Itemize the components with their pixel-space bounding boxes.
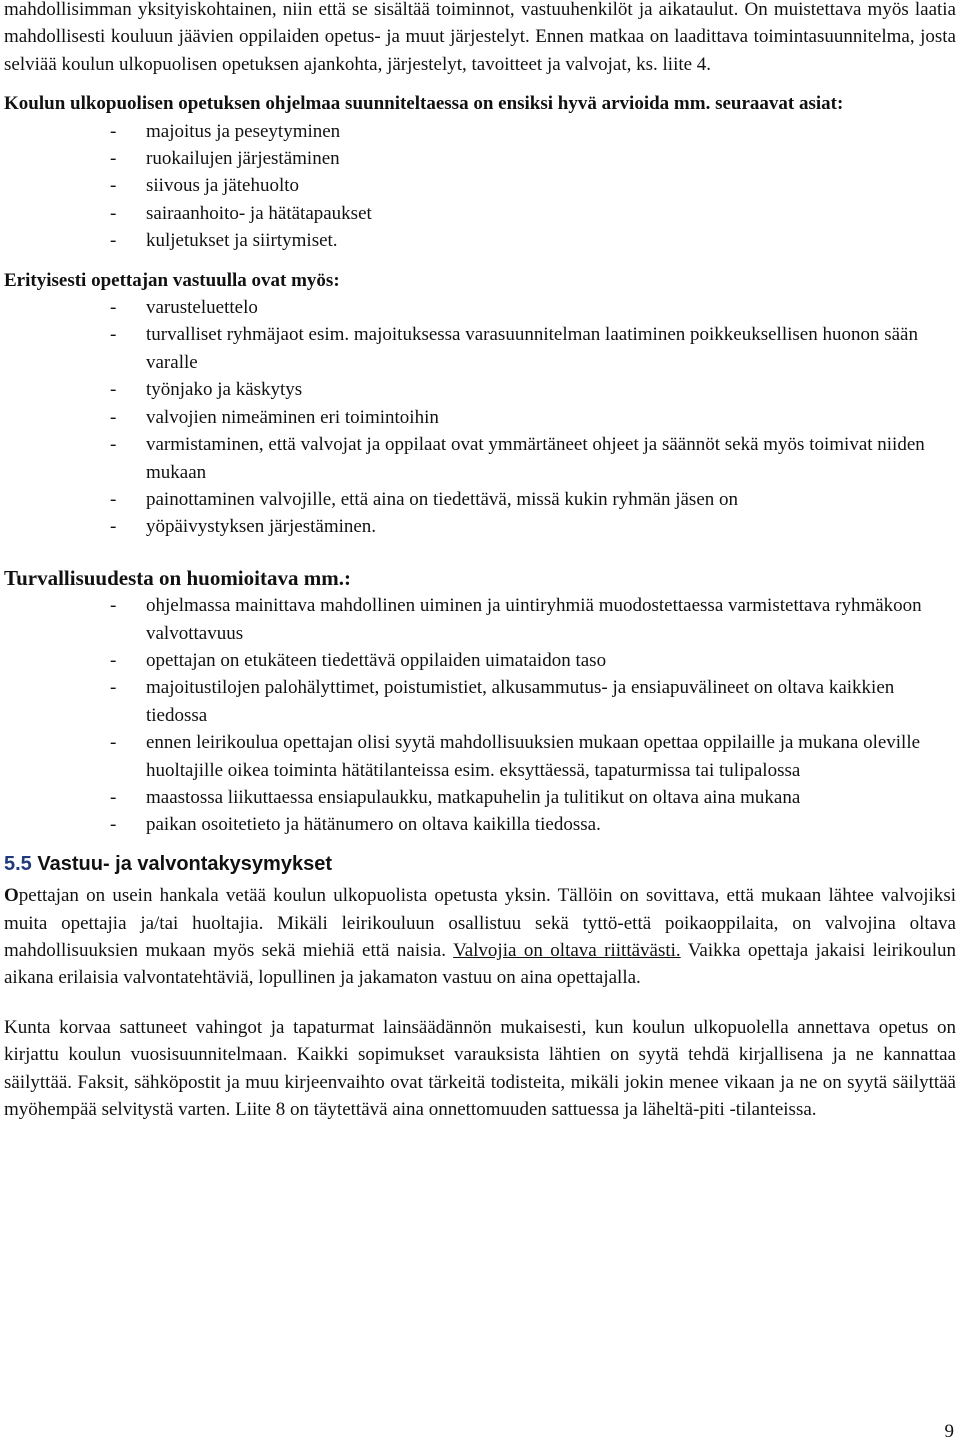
list-item: - opettajan on etukäteen tiedettävä oppilaiden uimataidon taso <box>110 649 607 671</box>
section-title: Vastuu- ja valvontakysymykset <box>37 852 332 875</box>
list-item: - painottaminen valvojille, että aina on tiedettävä, missä kukin ryhmän jäsen on <box>110 488 739 510</box>
planning-list <box>4 118 956 255</box>
list-item: - siivous ja jätehuolto <box>110 175 300 197</box>
first-letter: O <box>4 885 19 907</box>
list-item: - majoitustilojen palohälyttimet, poistumistiet, alkusammutus- ja ensiapuvälineet on oltava kaikkien tiedossa <box>110 677 895 726</box>
responsibility-paragraph: Opettajan on usein hankala vetää koulun ulkopuolista opetusta yksin. Tällöin on sovittava, että mukaan lähtee valvojiksi muita opettajia ja/tai huoltajia. Mikäli leirikouluun osallistuu sekä tyttö-että poikaoppilaita, on valvojina oltava mahdollisuuksien mukaan myös sekä miehiä että naisia. Valvojia on oltava riittävästi. Vaikka opettaja jakaisi leirikoulun aikana erilaisia valvontatehtäviä, lopullinen ja jakamaton vastuu on aina opettajalla. <box>4 885 956 989</box>
list-item: - kuljetukset ja siirtymiset. <box>110 230 338 252</box>
document-page <box>4 0 956 1123</box>
list-item: - valvojien nimeäminen eri toimintoihin <box>110 406 439 428</box>
list-item: - maastossa liikuttaessa ensiapulaukku, matkapuhelin ja tulitikut on oltava aina mukana <box>110 786 801 808</box>
list-item: - paikan osoitetieto ja hätänumero on oltava kaikilla tiedossa. <box>110 814 601 836</box>
intro-paragraph: mahdollisimman yksityiskohtainen, niin että se sisältää toiminnot, vastuuhenkilöt ja aikataulut. On muistettava myös laatia mahdollisesti kouluun jäävien oppilaiden opetus- ja muut järjestelyt. Ennen matkaa on laadittava toimintasuunnitelma, josta selviää koulun ulkopuolisen opetuksen ajankohta, järjestelyt, tavoitteet ja valvojat, ks. liite 4. <box>4 0 956 75</box>
insurance-paragraph: Kunta korvaa sattuneet vahingot ja tapaturmat lainsäädännön mukaisesti, kun koulun ulkopuolella annettava opetus on kirjattu koulun vuosisuunnitelmaan. Kaikki sopimukset varauksista lähtien on syytä tehdä kirjallisena ja ne kannattaa säilyttää. Faksit, sähköpostit ja muu kirjeenvaihto ovat tärkeitä todisteita, mikäli jokin menee vikaan ja ne on syytä säilyttää myöhempää selvitystä varten. Liite 8 on täytettävä aina onnettomuuden sattuessa ja läheltä-piti -tilanteissa. <box>4 1016 956 1121</box>
list-item: - ohjelmassa mainittava mahdollinen uiminen ja uintiryhmiä muodostettaessa varmistettava ryhmäkoon valvottavuus <box>110 595 922 644</box>
list-item: - työnjako ja käskytys <box>110 379 303 401</box>
section-number: 5.5 <box>4 852 32 875</box>
section-heading <box>4 851 956 878</box>
page-number: 9 <box>944 1421 954 1442</box>
teacher-heading: Erityisesti opettajan vastuulla ovat myös: <box>4 269 340 291</box>
list-item: - ennen leirikoulua opettajan olisi syytä mahdollisuuksien mukaan opettaa oppilaille ja mukana oleville huoltajille oikea toiminta hätätilanteissa esim. eksyttäessä, tapaturmissa tai tulipalossa <box>110 732 921 781</box>
safety-heading: Turvallisuudesta on huomioitava mm.: <box>4 565 351 590</box>
list-item: - yöpäivystyksen järjestäminen. <box>110 516 377 538</box>
list-item: - turvalliset ryhmäjaot esim. majoituksessa varasuunnitelman laatiminen poikkeuksellisen huonon sään varalle <box>110 324 918 373</box>
list-item: - majoitus ja peseytyminen <box>110 120 341 142</box>
list-item: - varusteluettelo <box>110 297 258 319</box>
teacher-list <box>4 294 956 541</box>
underlined-sentence: Valvojia on oltava riittävästi. <box>453 940 681 961</box>
list-item: - varmistaminen, että valvojat ja oppilaat ovat ymmärtäneet ohjeet ja säännöt sekä myös toimivat niiden mukaan <box>110 434 925 483</box>
list-item: - sairaanhoito- ja hätätapaukset <box>110 202 372 224</box>
safety-list <box>4 592 956 839</box>
list-item: - ruokailujen järjestäminen <box>110 148 340 170</box>
planning-heading: Koulun ulkopuolisen opetuksen ohjelmaa suunniteltaessa on ensiksi hyvä arvioida mm. seuraavat asiat: <box>4 93 844 115</box>
